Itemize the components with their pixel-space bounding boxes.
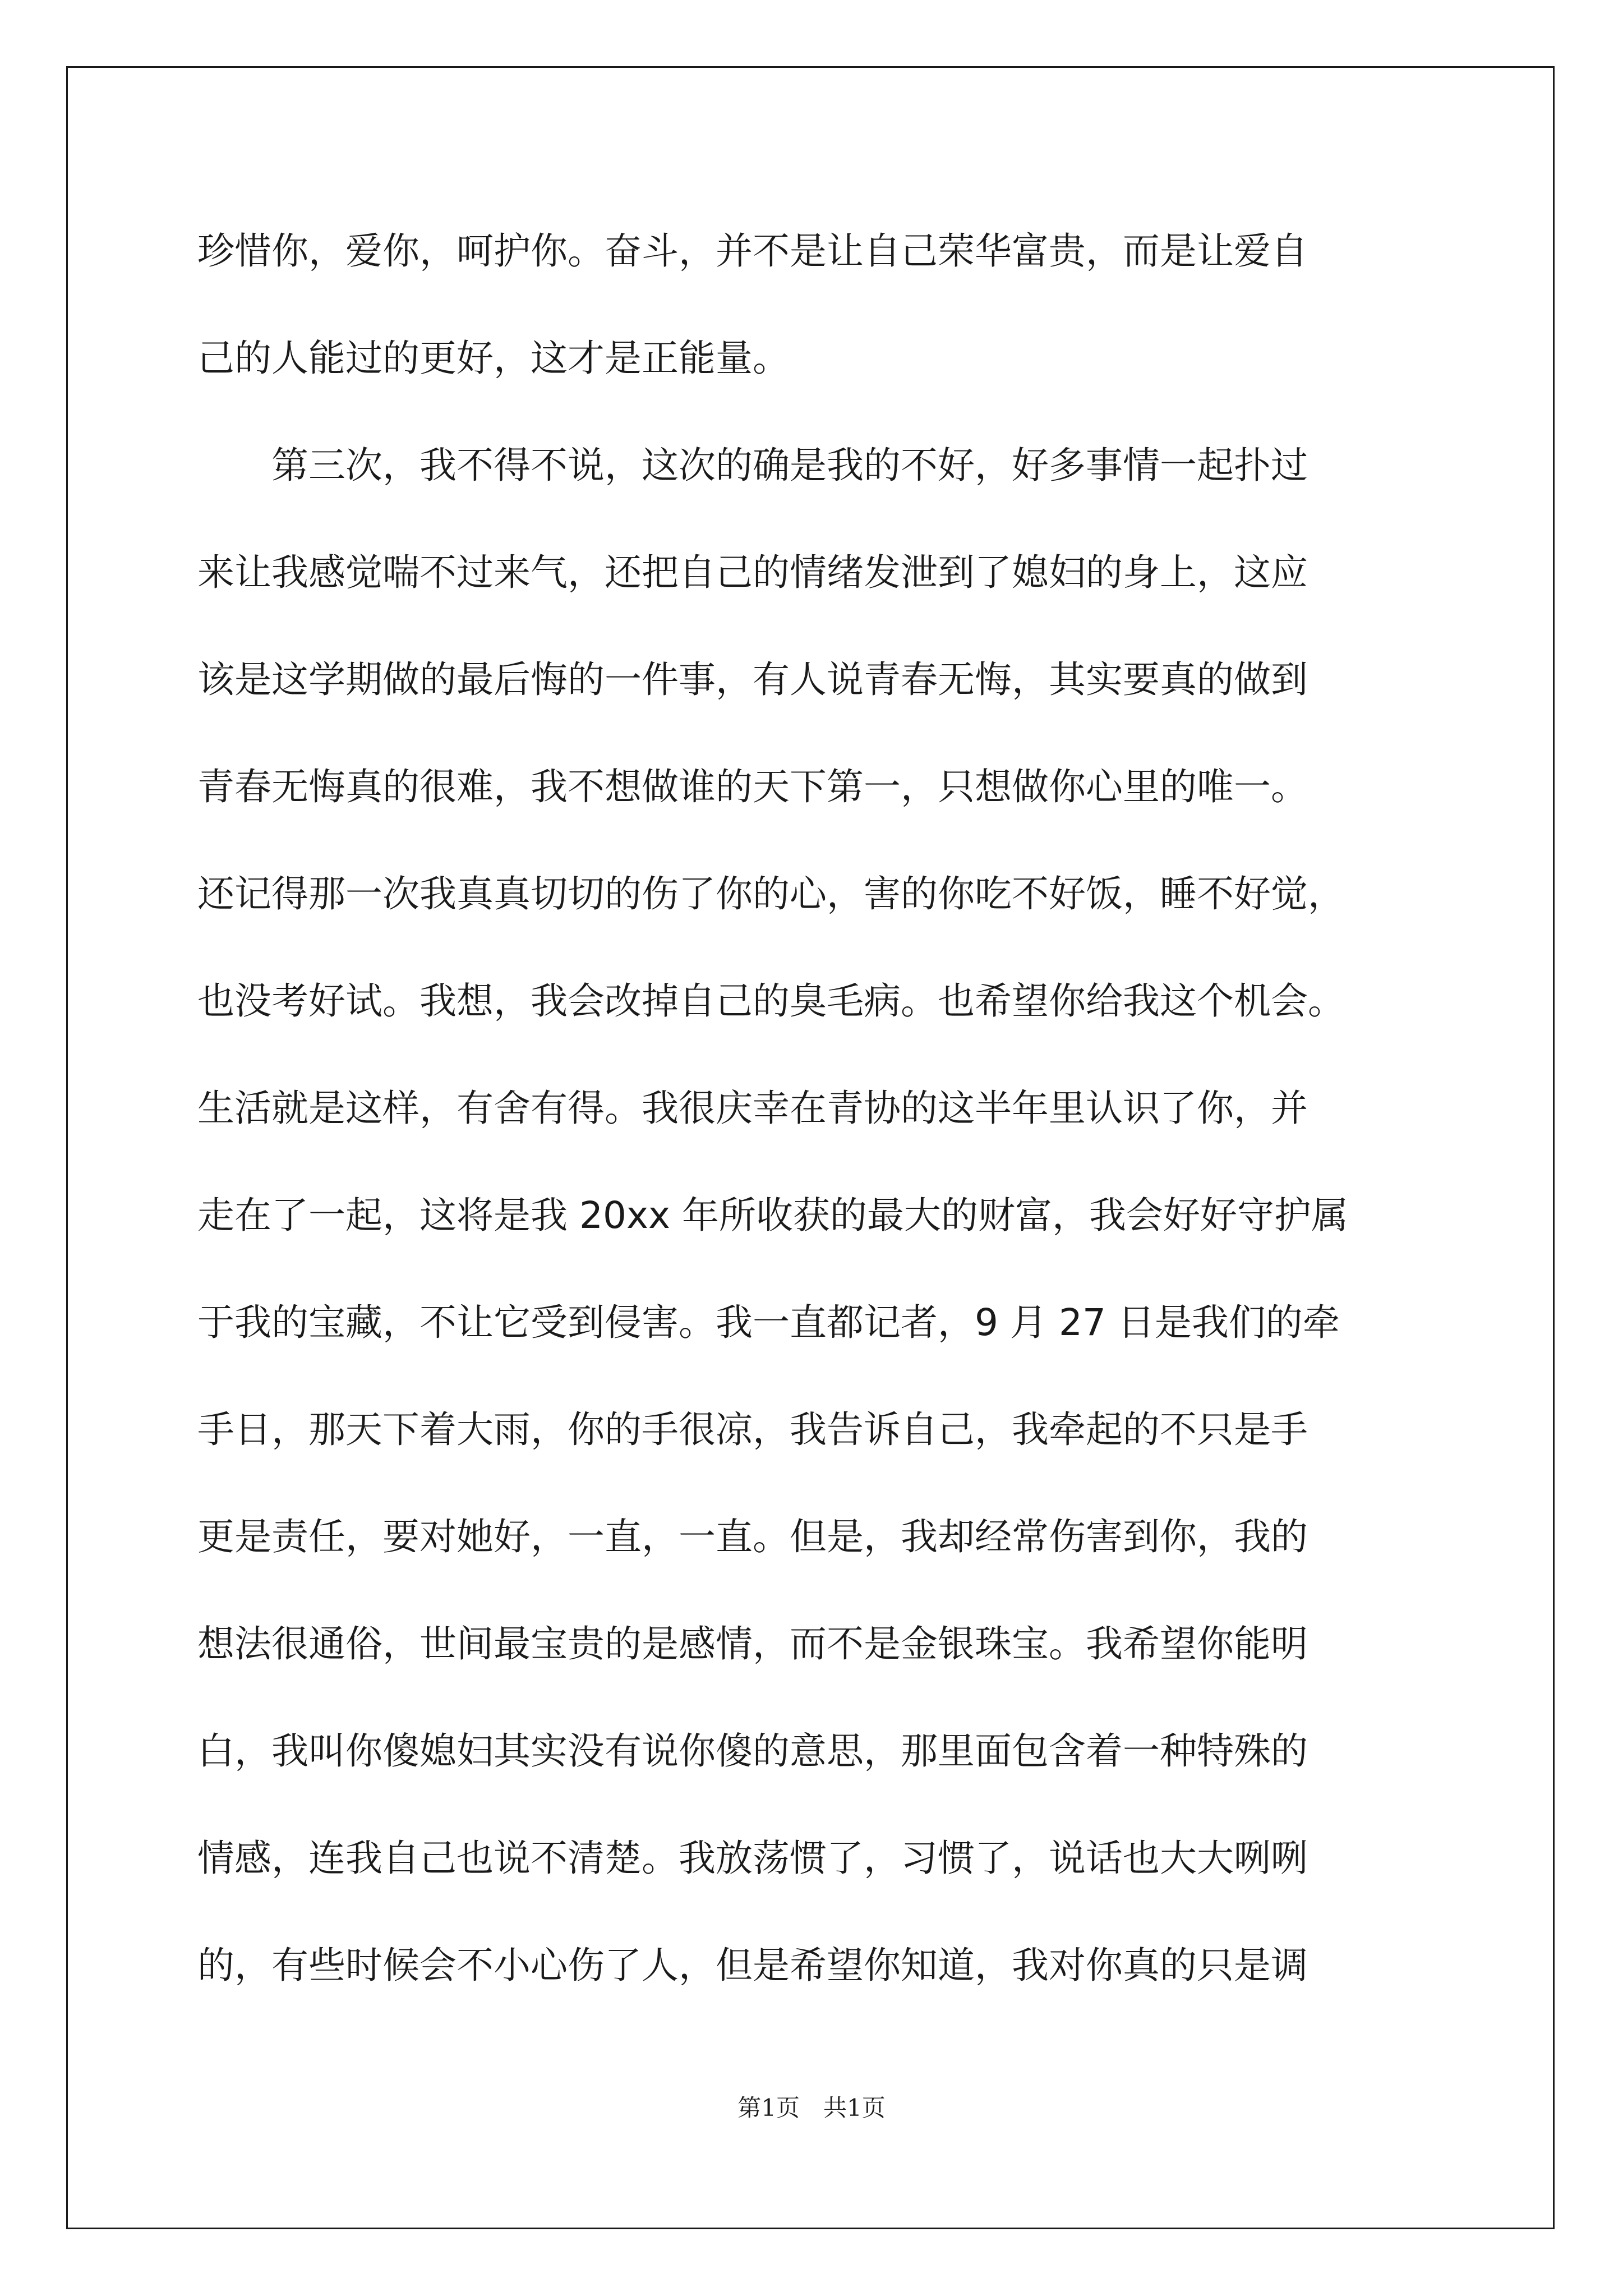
text-line: 想法很通俗，世间最宝贵的是感情，而不是金银珠宝。我希望你能明 <box>197 1622 1308 1665</box>
document-body <box>197 197 1431 2019</box>
text-line: 也没考好试。我想，我会改掉自己的臭毛病。也希望你给我这个机会。 <box>197 979 1345 1023</box>
text-line: 生活就是这样，有舍有得。我很庆幸在青协的这半年里认识了你，并 <box>197 1087 1308 1130</box>
text-line: 珍惜你，爱你，呵护你。奋斗，并不是让自己荣华富贵，而是让爱自 <box>197 229 1308 273</box>
text-line: 手日，那天下着大雨，你的手很凉，我告诉自己，我牵起的不只是手 <box>197 1408 1308 1451</box>
text-line: 白，我叫你傻媳妇其实没有说你傻的意思，那里面包含着一种特殊的 <box>197 1729 1308 1773</box>
text-line: 第三次，我不得不说，这次的确是我的不好，好多事情一起扑过 <box>197 444 1308 487</box>
text-line: 还记得那一次我真真切切的伤了你的心，害的你吃不好饭，睡不好觉， <box>197 872 1345 915</box>
text-line: 情感，连我自己也说不清楚。我放荡惯了，习惯了，说话也大大咧咧 <box>197 1837 1308 1880</box>
text-line: 的，有些时候会不小心伤了人，但是希望你知道，我对你真的只是调 <box>197 1944 1308 1987</box>
page-footer: 第1页 共1页 <box>737 2094 886 2122</box>
text-line: 于我的宝藏，不让它受到侵害。我一直都记者，9 月 27 日是我们的牵 <box>197 1301 1340 1344</box>
text-line: 来让我感觉喘不过来气，还把自己的情绪发泄到了媳妇的身上，这应 <box>197 551 1308 594</box>
text-line: 走在了一起，这将是我 20xx 年所收获的最大的财富，我会好好守护属 <box>197 1194 1349 1237</box>
text-line: 己的人能过的更好，这才是正能量。 <box>197 337 790 380</box>
text-line: 青春无悔真的很难，我不想做谁的天下第一，只想做你心里的唯一。 <box>197 765 1308 808</box>
text-line: 该是这学期做的最后悔的一件事，有人说青春无悔，其实要真的做到 <box>197 658 1308 701</box>
text-line: 更是责任，要对她好，一直，一直。但是，我却经常伤害到你，我的 <box>197 1515 1308 1558</box>
